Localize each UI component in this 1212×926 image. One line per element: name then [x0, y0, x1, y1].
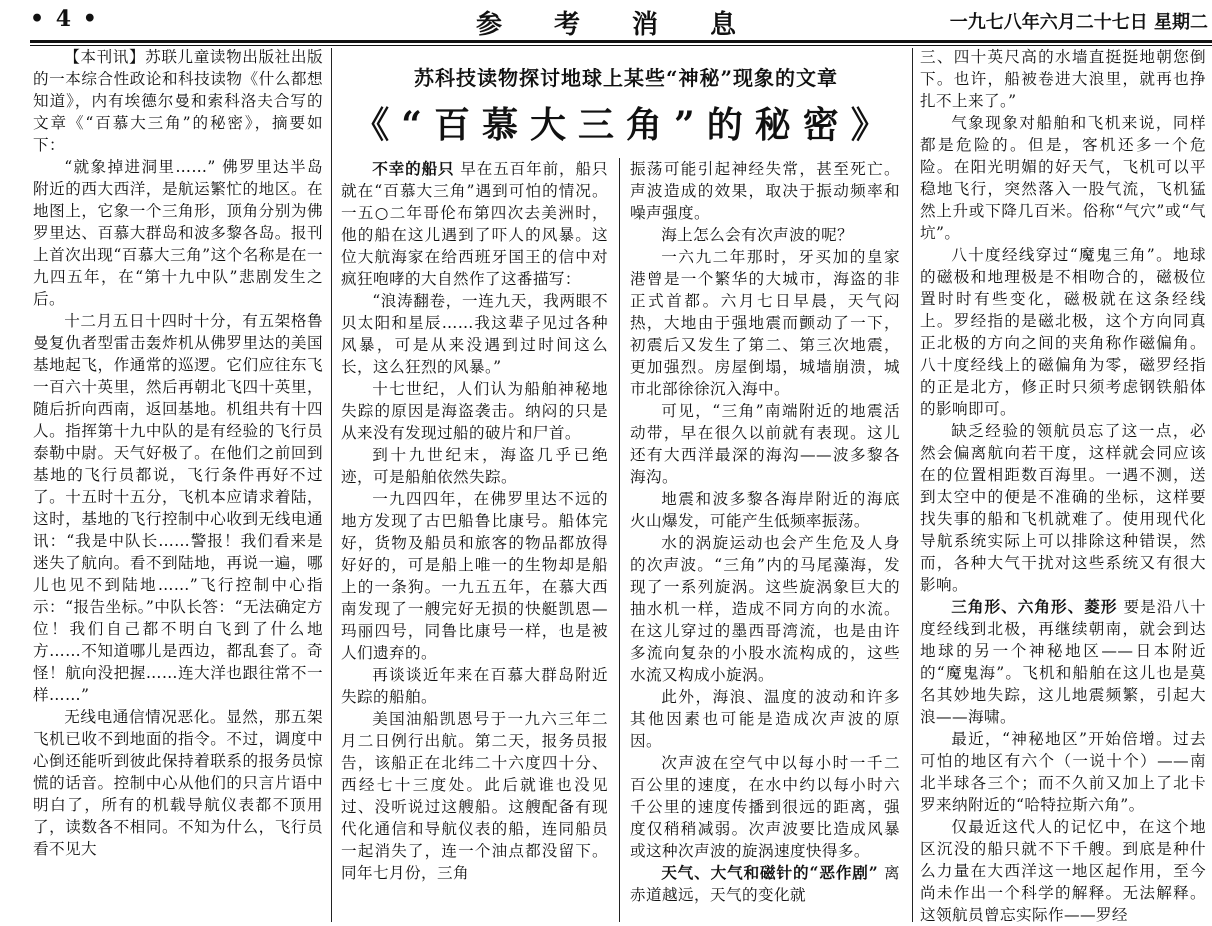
- article-paragraph: 一九四四年，在佛罗里达不远的地方发现了古巴船鲁比康号。船体完好，货物及船员和旅客的物品都放得好好的，可是船上唯一的生物却是船上的一条狗。一九五五年，在慕大西南发现了一艘完好无损的快艇凯恩—玛丽四号，同鲁比康号一样，也是被人们遗弃的。: [341, 490, 608, 662]
- column-divider: [619, 158, 620, 922]
- article-paragraph: 地震和波多黎各海岸附近的海底火山爆发，可能产生低频率振荡。: [630, 490, 900, 530]
- column-divider: [912, 48, 913, 922]
- article-column-3: [630, 158, 900, 906]
- paragraph-text: 早在五百年前，船只就在“百慕大三角”遇到可怕的情况。一五○二年哥伦布第四次去美洲时，他的船在这儿遇到了吓人的风暴。这位大航海家在给西班牙国王的信中对疯狂咆哮的大自然作了这番描写：: [341, 160, 608, 288]
- article-paragraph: 八十度经线穿过“魔鬼三角”。地球的磁极和地理极是不相吻合的，磁极位置时时有些变化，磁极就在这条经线上。罗经指的是磁北极，这个方向同真正北极的方向之间的夹角称作磁偏角。八十度经线上的磁偏角为零，磁罗经指的正是北方，修正时只须考虑钢铁船体的影响即可。: [920, 246, 1206, 418]
- article-paragraph: 到十九世纪末，海盗几乎已绝迹，可是船舶依然失踪。: [341, 446, 608, 486]
- section-heading: 不幸的船只: [372, 159, 455, 178]
- article-paragraph: [630, 862, 900, 906]
- article-paragraph: 此外，海浪、温度的波动和许多其他因素也可能是造成次声波的原因。: [630, 688, 900, 750]
- article-paragraph: 水的涡旋运动也会产生危及人身的次声波。“三角”内的马尾藻海，发现了一系列旋涡。这些旋涡象巨大的抽水机一样，造成不同方向的水流。在这儿穿过的墨西哥湾流，也是由许多流向复杂的小股水流构成的，这些水流又构成小旋涡。: [630, 534, 900, 684]
- section-heading: 三角形、六角形、菱形: [951, 597, 1118, 616]
- section-heading: 天气、大气和磁针的“恶作剧”: [661, 863, 879, 882]
- article-paragraph: 缺乏经验的领航员忘了这一点，必然会偏离航向若干度，这样就会同应该在的位置相距数百海里。一遇不测，送到太空中的便是不准确的坐标，这样要找失事的船和飞机就难了。使用现代化导航系统实际上可以排除这种错误，然而，各种大气干扰对这些系统又有很大影响。: [920, 422, 1206, 594]
- article-paragraph: “浪涛翻卷，一连九天，我两眼不贝太阳和星辰……我这辈子见过各种风暴，可是从来没遇到过时间这么长，这么狂烈的风暴。”: [341, 292, 608, 376]
- article-paragraph: [341, 158, 608, 290]
- newspaper-name: 参考消息: [476, 10, 789, 40]
- dateline: 一九七八年六月二十七日 星期二: [949, 12, 1208, 33]
- paragraph-text: 离赤道越远，天气的变化就: [630, 864, 900, 904]
- article-paragraph: 十二月五日十四时十分，有五架格鲁曼复仇者型雷击轰炸机从佛罗里达的美国基地起飞，作通常的巡逻。它们应往东飞一百六十英里，然后再朝北飞四十英里，随后折向西南，返回基地。机组共有十四人。指挥第十九中队的是有经验的飞行员泰勒中尉。天气好极了。在他们之前回到基地的飞行员都说，飞行条件再好不过了。十五时十五分，飞机本应请求着陆，这时，基地的飞行控制中心收到无线电通讯：“我是中队长……警报！我们看来是迷失了航向。看不到陆地，再说一遍，哪儿也见不到陆地……”飞行控制中心指示：“报告坐标。”中队长答：“无法确定方位！我们自己都不明白飞到了什么地方……不知道哪儿是西边，都乱套了。奇怪！航向没把握……连大洋也跟往常不一样……”: [33, 312, 323, 704]
- article-paragraph: 十七世纪，人们认为船舶神秘地失踪的原因是海盗袭击。纳闷的只是从来没有发现过船的破片和尸首。: [341, 380, 608, 442]
- article-paragraph: “就象掉进洞里……” 佛罗里达半岛附近的西大西洋，是航运繁忙的地区。在地图上，它象一个三角形，顶角分别为佛罗里达、百慕大群岛和波多黎各岛。报刊上首次出现“百慕大三角”这个名称是在一九四五年，在“第十九中队”悲剧发生之后。: [33, 158, 323, 308]
- article-paragraph: 振荡可能引起神经失常，甚至死亡。声波造成的效果，取决于振动频率和噪声强度。: [630, 160, 900, 222]
- article-paragraph: 海上怎么会有次声波的呢？: [661, 226, 854, 244]
- headline: [338, 56, 914, 156]
- column-divider: [331, 48, 332, 922]
- article-column-1: [33, 46, 323, 860]
- article-paragraph: 三、四十英尺高的水墙直挺挺地朝您倒下。也许，船被卷进大浪里，就再也挣扎不上来了。”: [920, 48, 1206, 110]
- article-paragraph: 美国油船凯恩号于一九六三年二月二日例行出航。第二天，报务员报告，该船正在北纬二十六度四十分、西经七十三度处。此后就谁也没见过、没听说过这艘船。这艘配备有现代化通信和导航仪表的船，连同船员一起消失了，连一个油点都没留下。同年七月份，三角: [341, 710, 608, 882]
- article-paragraph: 【本刊讯】苏联儿童读物出版社出版的一本综合性政论和科技读物《什么都想知道》，内有埃德尔曼和索科洛夫合写的文章《“百慕大三角”的秘密》，摘要如下：: [33, 48, 323, 154]
- headline-subtitle: 苏科技读物探讨地球上某些“神秘”现象的文章: [413, 66, 838, 90]
- article-paragraph: 一六九二年那时，牙买加的皇家港曾是一个繁华的大城市，海盗的非正式首都。六月七日早晨，天气闷热，大地由于强地震而颤动了一下，初震后又发生了第二、第三次地震，更加强烈。房屋倒塌，城墙崩溃，城市北部徐徐沉入海中。: [630, 248, 900, 398]
- article-column-4: [920, 46, 1206, 926]
- article-paragraph: [920, 596, 1206, 728]
- masthead-rule-thick: [30, 40, 1212, 43]
- headline-title: 《“百慕大三角”的秘密》: [353, 104, 899, 146]
- article-paragraph: 最近，“神秘地区”开始倍增。过去可怕的地区有六个（一说十个）——南北半球各三个；而不久前又加上了北卡罗来纳附近的“哈特拉斯六角”。: [920, 730, 1206, 814]
- article-paragraph: 再谈谈近年来在百慕大群岛附近失踪的船舶。: [341, 666, 608, 706]
- masthead: [0, 0, 1212, 40]
- page-number: • 4 •: [30, 6, 99, 32]
- article-column-2: [341, 158, 608, 884]
- article-paragraph: 可见，“三角”南端附近的地震活动带，早在很久以前就有表现。这儿还有大西洋最深的海沟——波多黎各海沟。: [630, 402, 900, 486]
- article-paragraph: 次声波在空气中以每小时一千二百公里的速度，在水中约以每小时六千公里的速度传播到很远的距离，强度仅稍稍减弱。次声波要比造成风暴或这种次声波的旋涡速度快得多。: [630, 754, 900, 860]
- paragraph-text: 要是沿八十度经线到北极，再继续朝南，就会到达地球的另一个神秘地区——日本附近的“魔鬼海”。飞机和船舶在这儿也是莫名其妙地失踪，这儿地震频繁，引起大浪——海啸。: [920, 598, 1206, 726]
- article-paragraph: 气象现象对船舶和飞机来说，同样都是危险的。但是，客机还多一个危险。在阳光明媚的好天气，飞机可以平稳地飞行，突然落入一股气流，飞机猛然上升或下降几百米。俗称“气穴”或“气坑”。: [920, 114, 1206, 242]
- article-paragraph: 无线电通信情况恶化。显然，那五架飞机已收不到地面的指令。不过，调度中心倒还能听到彼此保持着联系的报务员惊慌的话音。控制中心从他们的只言片语中明白了，所有的机载导航仪表都不顶用了，读数各不相同。不知为什么，飞行员看不见大: [33, 708, 323, 858]
- article-paragraph: 仅最近这代人的记忆中，在这个地区沉没的船只就不下千艘。到底是种什么力量在大西洋这一地区起作用，至今尚未作出一个科学的解释。无法解释。这领航员曾忘实际作——罗经: [920, 818, 1206, 924]
